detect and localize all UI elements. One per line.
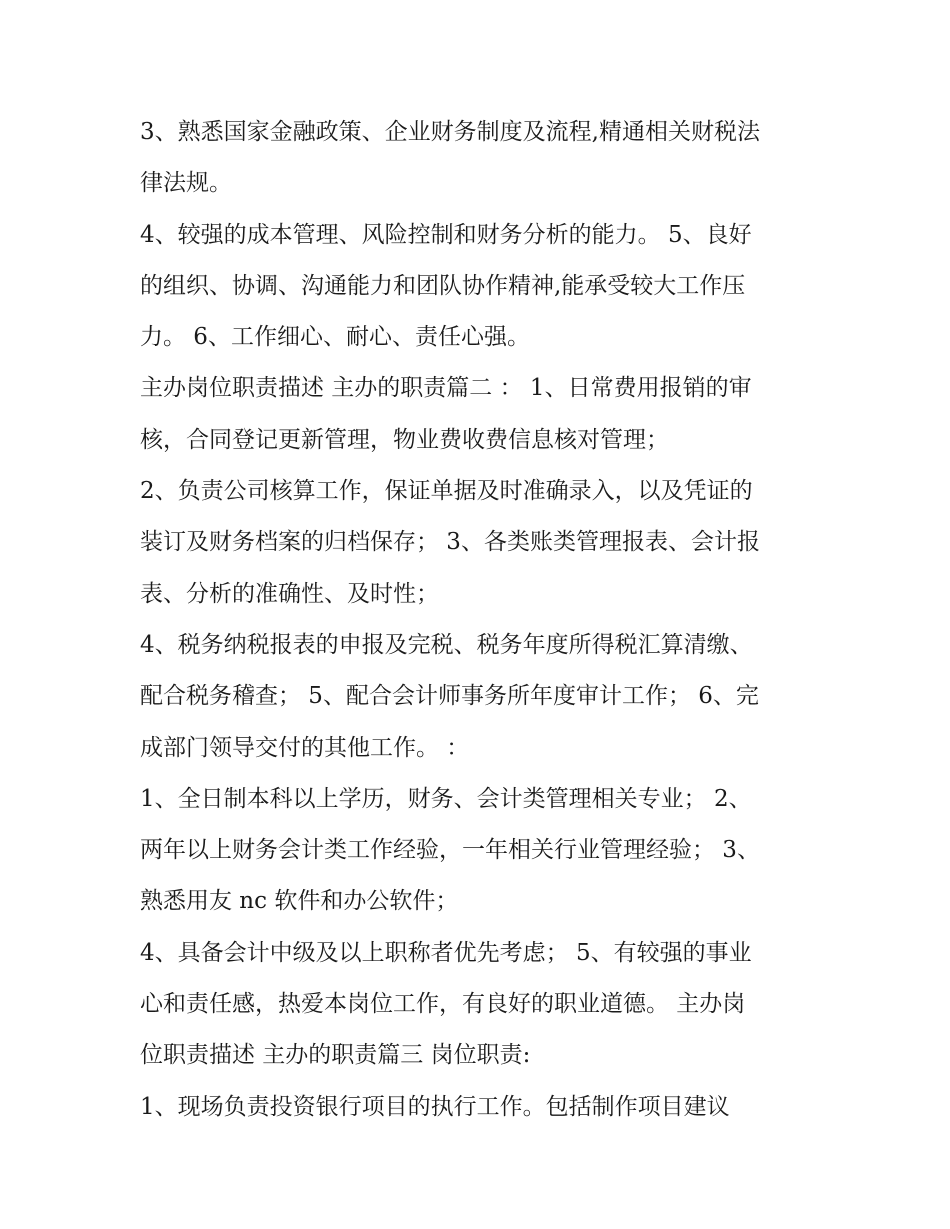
- text-line: 配合税务稽查； 5、配合会计师事务所年度审计工作； 6、完: [140, 683, 759, 710]
- text-line: 力。 6、工作细心、耐心、责任心强。: [140, 324, 530, 351]
- text-line: 两年以上财务会计类工作经验，一年相关行业管理经验； 3、: [140, 837, 760, 864]
- text-line: 核，合同登记更新管理，物业费收费信息核对管理；: [140, 426, 669, 453]
- text-line: 1、现场负责投资银行项目的执行工作。包括制作项目建议: [140, 1093, 730, 1120]
- text-line: 4、较强的成本管理、风险控制和财务分析的能力。 5、良好: [140, 221, 752, 248]
- text-line: 熟悉用友 nc 软件和办公软件；: [140, 888, 459, 915]
- text-line: 装订及财务档案的归档保存； 3、各类账类管理报表、会计报: [140, 529, 760, 556]
- text-line: 心和责任感，热爱本岗位工作，有良好的职业道德。 主办岗: [140, 991, 746, 1018]
- text-line: 4、税务纳税报表的申报及完税、税务年度所得税汇算清缴、: [140, 631, 753, 658]
- text-line: 位职责描述 主办的职责篇三 岗位职责:: [140, 1042, 531, 1069]
- text-line: 成部门领导交付的其他工作。 ：: [140, 734, 470, 761]
- text-line: 2、负责公司核算工作，保证单据及时准确录入，以及凭证的: [140, 478, 753, 505]
- text-line: 的组织、协调、沟通能力和团队协作精神,能承受较大工作压: [140, 272, 746, 299]
- text-line: 3、熟悉国家金融政策、企业财务制度及流程,精通相关财税法: [140, 119, 760, 145]
- text-line: 主办岗位职责描述 主办的职责篇二 ： 1、日常费用报销的审: [140, 375, 752, 402]
- text-line: 4、具备会计中级及以上职称者优先考虑； 5、有较强的事业: [140, 939, 752, 966]
- text-line: 律法规。: [140, 170, 232, 197]
- document-body: [140, 107, 820, 1133]
- text-line: 表、分析的准确性、及时性；: [140, 580, 439, 607]
- text-line: 1、全日制本科以上学历，财务、会计类管理相关专业； 2、: [140, 785, 752, 812]
